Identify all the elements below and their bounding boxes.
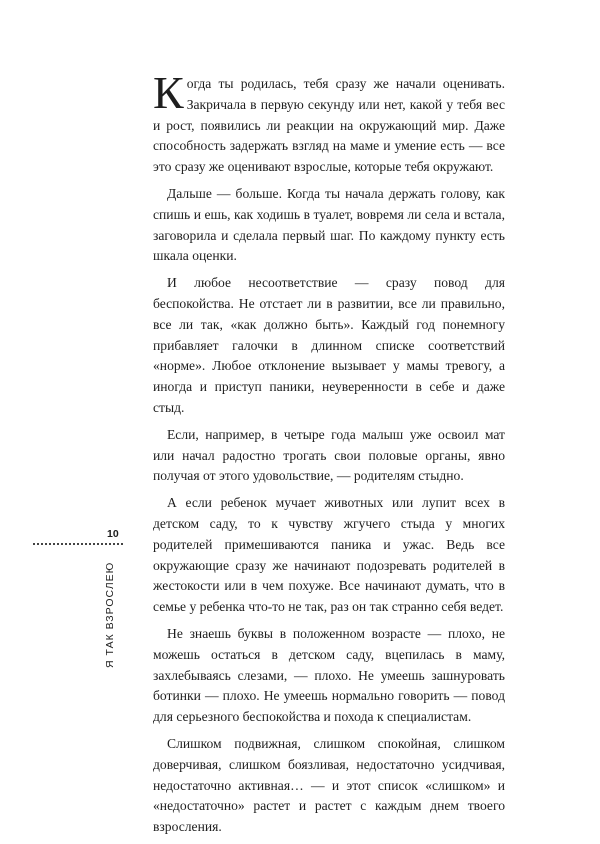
paragraph-1-text: огда ты родилась, тебя сразу же начали оценивать. Закричала в первую секунду или нет, какой у тебя вес и рост, появились ли реакции на окружающий мир. Даже способность задержать взгляд на маме и умение есть — все это сразу же оценивают взрослые, которые тебя окружают.	[153, 76, 505, 175]
paragraph-4: Если, например, в четыре года малыш уже освоил мат или начал радостно трогать свои половые органы, явно получая от этого удовольствие, — родителям стыдно.	[153, 426, 505, 484]
drop-cap: К	[153, 67, 184, 118]
paragraph-7: Слишком подвижная, слишком спокойная, слишком доверчивая, слишком боязливая, недостаточно усидчивая, недостаточно активная… — и этот список «слишком» и «недостаточно» растет и растет с каждым днем твоего взросления.	[153, 735, 505, 835]
body-text	[153, 67, 505, 844]
running-title: Я ТАК ВЗРОСЛЕЮ	[104, 561, 116, 668]
paragraph-3: И любое несоответствие — сразу повод для беспокойства. Не отстает ли в развитии, все ли правильно, все ли так, «как должно быть». Каждый год понемногу прибавляет галочки в длинном списке соответствий «норме». Любое отклонение вызывает у мамы тревогу, а иногда и приступ паники, неуверенности в себе и даже стыд.	[153, 275, 505, 415]
paragraph-5: А если ребенок мучает животных или лупит всех в детском саду, то к чувству жгучего стыда у многих родителей примешиваются паника и ужас. Ведь все окружающие сразу же начинают подозревать родителей в жестокости или в чем похуже. Все начинают думать, что в семье у ребенка что-то не так, раз он так странно себя ведет.	[153, 495, 505, 615]
paragraph-1	[153, 67, 505, 178]
paragraph-2: Дальше — больше. Когда ты начала держать голову, как спишь и ешь, как ходишь в туалет, вовремя ли села и встала, заговорила и сделала первый шаг. По каждому пункту есть шкала оценки.	[153, 185, 505, 264]
page-number: 10	[107, 528, 119, 540]
margin-divider	[33, 543, 123, 545]
paragraph-6: Не знаешь буквы в положенном возрасте — плохо, не можешь остаться в детском саду, вцепилась в маму, захлебываясь слезами, — плохо. Не умеешь зашнуровать ботинки — плохо. Не умеешь нормально говорить — повод для серьезного беспокойства и похода к специалистам.	[153, 625, 505, 725]
